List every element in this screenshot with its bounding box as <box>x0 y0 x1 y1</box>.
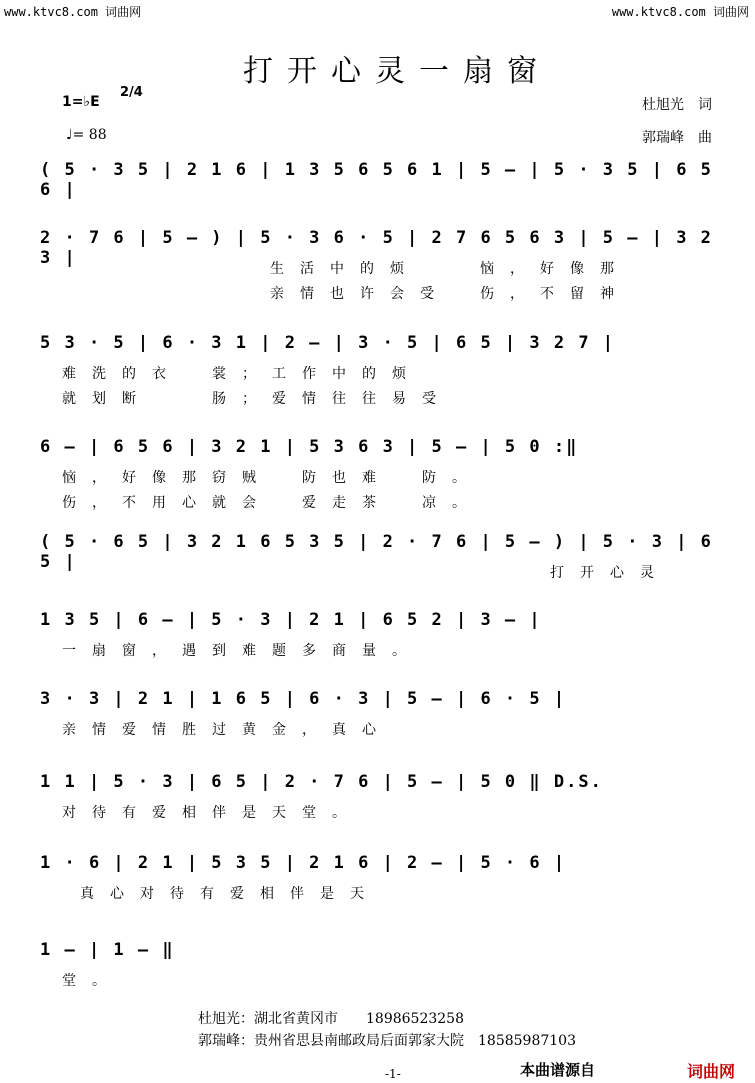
notes: 3 · 3 | 2 1 | 1 6 5 | 6 · 3 | 5 – | 6 · 5 | <box>40 689 567 709</box>
lyric-verse-2: 就划断 肠；爱情往往易受 <box>62 391 452 407</box>
notes: 5 3 · 5 | 6 · 3 1 | 2 – | 3 · 5 | 6 5 | 3 2 7 | <box>40 333 616 353</box>
notes: 2 · 7 6 | 5 – ) | 5 · 3 6 · 5 | 2 7 6 5 6 3 | 5 – | 3 2 3 | <box>40 228 713 268</box>
notes: 1 – | 1 – ‖ <box>40 940 175 960</box>
song-title: 打开心灵一扇窗 <box>243 54 551 89</box>
lyricist-credit: 杜旭光 词 <box>642 97 712 113</box>
notes: 1 · 6 | 2 1 | 5 3 5 | 2 1 6 | 2 – | 5 · 6 | <box>40 853 567 873</box>
score-line-3 <box>40 333 730 423</box>
key-signature: 1=♭E <box>62 94 100 110</box>
contact-lyricist: 杜旭光：湖北省黄冈市 18986523258 <box>198 1011 464 1027</box>
lyric-verse-2: 亲情也许会受 伤，不留神 <box>270 286 630 302</box>
score-line-4 <box>40 437 730 527</box>
lyric-verse-1: 真心对待有爱相伴是天 <box>80 886 380 902</box>
notes: 1 3 5 | 6 – | 5 · 3 | 2 1 | 6 5 2 | 3 – | <box>40 610 542 630</box>
lyric-verse-1: 打开心灵 <box>550 565 670 581</box>
time-signature: 2/4 <box>120 85 143 100</box>
lyric-verse-1: 恼，好像那窃贼 防也难 防。 <box>62 470 482 486</box>
score-line-8 <box>40 772 730 832</box>
lyric-verse-1: 生活中的烦 恼，好像那 <box>270 261 630 277</box>
score-line-6 <box>40 610 730 670</box>
contact-composer: 郭瑞峰：贵州省思县南邮政局后面郭家大院 18585987103 <box>198 1033 576 1049</box>
source-label: 本曲谱源自 <box>520 1061 596 1079</box>
notes: ( 5 · 3 5 | 2 1 6 | 1 3 5 6 5 6 1 | 5 – | 5 · 3 5 | 6 5 6 | <box>40 160 713 200</box>
score-line-2 <box>40 228 730 318</box>
notes: 6 – | 6 5 6 | 3 2 1 | 5 3 6 3 | 5 – | 5 0 :‖ <box>40 437 579 457</box>
composer-credit: 郭瑞峰 曲 <box>642 130 712 146</box>
lyric-verse-1: 堂。 <box>62 973 122 989</box>
notes: 1 1 | 5 · 3 | 6 5 | 2 · 7 6 | 5 – | 5 0 ‖ D.S. <box>40 772 603 792</box>
notes: ( 5 · 6 5 | 3 2 1 6 5 3 5 | 2 · 7 6 | 5 – ) | 5 · 3 | 6 5 | <box>40 532 713 572</box>
lyric-verse-1: 难洗的衣 裳；工作中的烦 <box>62 366 422 382</box>
site-watermark-right: www.ktvc8.com 词曲网 <box>611 5 749 19</box>
site-watermark-left: www.ktvc8.com 词曲网 <box>4 5 142 19</box>
brand-logo-text: 词曲网 <box>687 1062 736 1081</box>
score-line-5 <box>40 532 730 592</box>
score-line-10 <box>40 940 730 1000</box>
score-line-7 <box>40 689 730 749</box>
score-line-9 <box>40 853 730 913</box>
lyric-verse-1: 对待有爱相伴是天堂。 <box>62 805 362 821</box>
lyric-verse-1: 一扇窗，遇到难题多商量。 <box>62 643 422 659</box>
tempo-mark: ♩= 88 <box>66 127 107 143</box>
lyric-verse-1: 亲情爱情胜过黄金，真心 <box>62 722 392 738</box>
page-number: -1- <box>385 1067 401 1081</box>
lyric-verse-2: 伤，不用心就会 爱走茶 凉。 <box>62 495 482 511</box>
score-line-1 <box>40 160 730 200</box>
